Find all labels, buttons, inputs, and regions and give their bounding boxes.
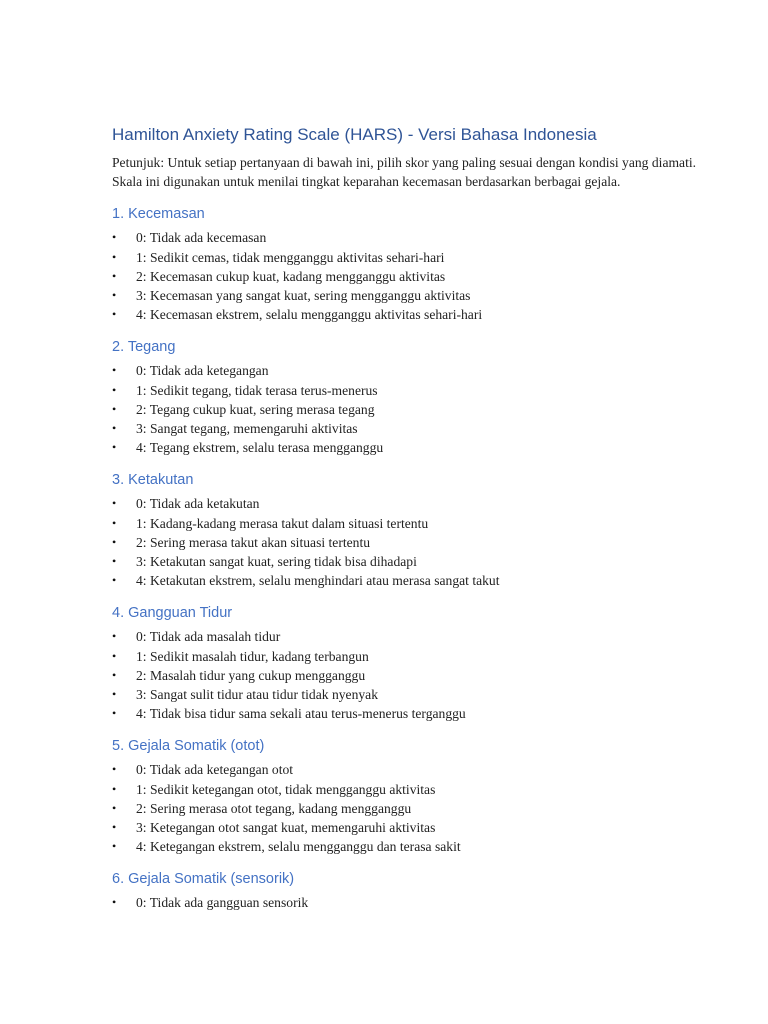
bullet-icon: •: [112, 800, 117, 815]
list-item-text: 0: Tidak ada kecemasan: [136, 230, 267, 246]
section: [112, 336, 712, 457]
document-title: Hamilton Anxiety Rating Scale (HARS) - Versi Bahasa Indonesia: [112, 125, 597, 144]
list-item-text: 3: Ketakutan sangat kuat, sering tidak bisa dihadapi: [136, 554, 417, 570]
section: [112, 203, 712, 324]
list-item: [112, 893, 712, 912]
bullet-icon: •: [112, 573, 117, 588]
bullet-icon: •: [112, 421, 117, 436]
list-item: [112, 267, 712, 286]
list-item-text: 0: Tidak ada ketegangan otot: [136, 762, 294, 778]
list-item: [112, 780, 712, 799]
list-item-text: 4: Kecemasan ekstrem, selalu mengganggu aktivitas sehari-hari: [136, 307, 483, 323]
list-item: [112, 419, 712, 438]
list-item: [112, 514, 712, 533]
score-list: [112, 494, 712, 590]
list-item-text: 3: Ketegangan otot sangat kuat, memengaruhi aktivitas: [136, 820, 436, 836]
sections-container: [112, 203, 712, 912]
bullet-icon: •: [112, 363, 117, 378]
score-list: [112, 228, 712, 324]
list-item: [112, 552, 712, 571]
list-item: [112, 533, 712, 552]
section-heading: 2. Tegang: [112, 339, 176, 356]
section: [112, 868, 712, 912]
list-item: [112, 760, 712, 779]
bullet-icon: •: [112, 268, 117, 283]
list-item: [112, 666, 712, 685]
bullet-icon: •: [112, 706, 117, 721]
list-item: [112, 818, 712, 837]
section: [112, 469, 712, 590]
score-list: [112, 893, 712, 912]
list-item-text: 0: Tidak ada ketakutan: [136, 496, 260, 512]
bullet-icon: •: [112, 554, 117, 569]
list-item-text: 1: Kadang-kadang merasa takut dalam situasi tertentu: [136, 515, 429, 531]
bullet-icon: •: [112, 496, 117, 511]
list-item-text: 2: Kecemasan cukup kuat, kadang mengganggu aktivitas: [136, 268, 446, 284]
document-page: [112, 123, 712, 913]
list-item-text: 2: Tegang cukup kuat, sering merasa tegang: [136, 401, 375, 417]
bullet-icon: •: [112, 687, 117, 702]
section-heading: 6. Gejala Somatik (sensorik): [112, 871, 295, 888]
list-item-text: 0: Tidak ada gangguan sensorik: [136, 895, 309, 911]
list-item: [112, 248, 712, 267]
bullet-icon: •: [112, 820, 117, 835]
list-item-text: 2: Masalah tidur yang cukup mengganggu: [136, 667, 366, 683]
bullet-icon: •: [112, 667, 117, 682]
score-list: [112, 627, 712, 723]
bullet-icon: •: [112, 629, 117, 644]
list-item-text: 1: Sedikit ketegangan otot, tidak mengganggu aktivitas: [136, 781, 436, 797]
section-heading: 1. Kecemasan: [112, 206, 205, 223]
list-item-text: 3: Kecemasan yang sangat kuat, sering mengganggu aktivitas: [136, 288, 471, 304]
list-item: [112, 685, 712, 704]
score-list: [112, 361, 712, 457]
bullet-icon: •: [112, 762, 117, 777]
section: [112, 602, 712, 723]
list-item-text: 1: Sedikit tegang, tidak terasa terus-menerus: [136, 382, 378, 398]
list-item: [112, 494, 712, 513]
list-item: [112, 228, 712, 247]
bullet-icon: •: [112, 895, 117, 910]
list-item-text: 3: Sangat sulit tidur atau tidur tidak nyenyak: [136, 687, 378, 703]
bullet-icon: •: [112, 781, 117, 796]
list-item-text: 2: Sering merasa otot tegang, kadang mengganggu: [136, 800, 412, 816]
section-heading: 4. Gangguan Tidur: [112, 605, 233, 622]
bullet-icon: •: [112, 648, 117, 663]
list-item-text: 4: Ketegangan ekstrem, selalu mengganggu dan terasa sakit: [136, 839, 461, 855]
list-item-text: 4: Tidak bisa tidur sama sekali atau terus-menerus terganggu: [136, 706, 466, 722]
bullet-icon: •: [112, 839, 117, 854]
list-item-text: 1: Sedikit masalah tidur, kadang terbangun: [136, 648, 369, 664]
list-item: [112, 799, 712, 818]
list-item-text: 3: Sangat tegang, memengaruhi aktivitas: [136, 421, 358, 437]
list-item: [112, 381, 712, 400]
list-item: [112, 438, 712, 457]
section-heading: 3. Ketakutan: [112, 472, 194, 489]
list-item: [112, 286, 712, 305]
list-item-text: 1: Sedikit cemas, tidak mengganggu aktivitas sehari-hari: [136, 249, 445, 265]
list-item: [112, 400, 712, 419]
bullet-icon: •: [112, 307, 117, 322]
instructions-paragraph: Petunjuk: Untuk setiap pertanyaan di bawah ini, pilih skor yang paling sesuai dengan kondisi yang diamati. Skala ini digunakan untuk menilai tingkat keparahan kecemasan berdasarkan berbagai gejala.: [112, 155, 697, 190]
list-item: [112, 571, 712, 590]
bullet-icon: •: [112, 401, 117, 416]
list-item: [112, 361, 712, 380]
list-item-text: 0: Tidak ada ketegangan: [136, 363, 269, 379]
list-item: [112, 837, 712, 856]
bullet-icon: •: [112, 515, 117, 530]
list-item: [112, 704, 712, 723]
score-list: [112, 760, 712, 856]
list-item-text: 0: Tidak ada masalah tidur: [136, 629, 281, 645]
bullet-icon: •: [112, 249, 117, 264]
section: [112, 735, 712, 856]
bullet-icon: •: [112, 230, 117, 245]
bullet-icon: •: [112, 534, 117, 549]
bullet-icon: •: [112, 382, 117, 397]
section-heading: 5. Gejala Somatik (otot): [112, 738, 265, 755]
list-item-text: 4: Tegang ekstrem, selalu terasa mengganggu: [136, 440, 384, 456]
list-item-text: 4: Ketakutan ekstrem, selalu menghindari atau merasa sangat takut: [136, 573, 500, 589]
list-item: [112, 305, 712, 324]
list-item-text: 2: Sering merasa takut akan situasi tertentu: [136, 534, 371, 550]
list-item: [112, 647, 712, 666]
list-item: [112, 627, 712, 646]
bullet-icon: •: [112, 440, 117, 455]
bullet-icon: •: [112, 288, 117, 303]
